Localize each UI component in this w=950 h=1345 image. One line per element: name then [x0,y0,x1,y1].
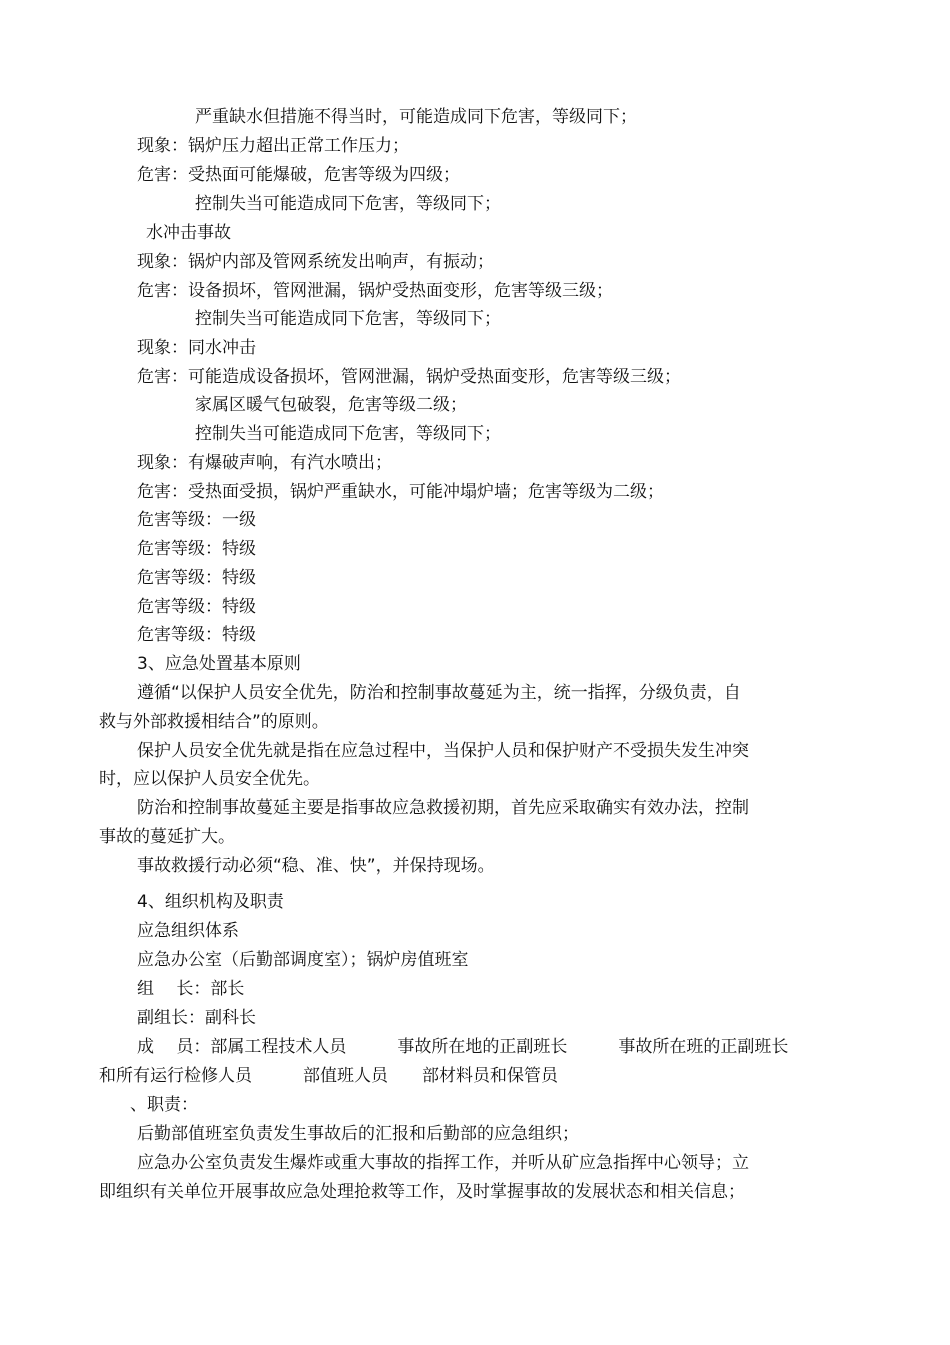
text-line: 危害：受热面受损，锅炉严重缺水，可能冲塌炉墙；危害等级为二级； [137,482,664,502]
text-line: 时，应以保护人员安全优先。 [99,769,320,789]
text-line: 和所有运行检修人员 部值班人员 部材料员和保管员 [99,1066,558,1086]
text-line: 危害等级：特级 [137,539,256,559]
text-line: 防治和控制事故蔓延主要是指事故应急救援初期，首先应采取确实有效办法，控制 [137,798,749,818]
section-heading: 3、应急处置基本原则 [137,654,301,674]
text-line: 副组长：副科长 [137,1008,256,1028]
text-line: 事故的蔓延扩大。 [99,827,235,847]
text-line: 现象：同水冲击 [137,338,256,358]
text-line: 成 员：部属工程技术人员 事故所在地的正副班长 事故所在班的正副班长 [137,1037,789,1057]
text-line: 后勤部值班室负责发生事故后的汇报和后勤部的应急组织； [137,1124,579,1144]
text-line: 危害：受热面可能爆破，危害等级为四级； [137,165,460,185]
text-line: 事故救援行动必须“稳、准、快”，并保持现场。 [137,856,495,876]
text-line: 救与外部救援相结合”的原则。 [99,712,329,732]
text-line: 现象：有爆破声响，有汽水喷出； [137,453,392,473]
text-line: 控制失当可能造成同下危害，等级同下； [195,424,501,444]
text-line: 危害等级：特级 [137,625,256,645]
text-line: 控制失当可能造成同下危害，等级同下； [195,309,501,329]
text-line: 保护人员安全优先就是指在应急过程中，当保护人员和保护财产不受损失发生冲突 [137,741,749,761]
text-line: 遵循“以保护人员安全优先，防治和控制事故蔓延为主，统一指挥，分级负责，自 [137,683,741,703]
text-line: 危害：可能造成设备损坏，管网泄漏，锅炉受热面变形，危害等级三级； [137,367,681,387]
section-heading: 水冲击事故 [146,223,231,243]
text-line: 应急办公室负责发生爆炸或重大事故的指挥工作，并听从矿应急指挥中心领导；立 [137,1153,749,1173]
text-line: 危害等级：特级 [137,568,256,588]
text-line: 现象：锅炉压力超出正常工作压力； [137,136,409,156]
text-line: 应急组织体系 [137,921,239,941]
text-line: 危害等级：特级 [137,597,256,617]
text-line: 组 长：部长 [137,979,245,999]
text-line: 现象：锅炉内部及管网系统发出响声，有振动； [137,252,494,272]
text-line: 严重缺水但措施不得当时，可能造成同下危害，等级同下； [195,107,637,127]
text-line: 应急办公室（后勤部调度室）；锅炉房值班室 [137,950,469,970]
section-heading: 4、组织机构及职责 [137,892,284,912]
text-line: 控制失当可能造成同下危害，等级同下； [195,194,501,214]
text-line: 危害等级：一级 [137,510,256,530]
text-line: 危害：设备损坏，管网泄漏，锅炉受热面变形，危害等级三级； [137,281,613,301]
text-line: 家属区暖气包破裂，危害等级二级； [195,395,467,415]
text-line: 即组织有关单位开展事故应急处理抢救等工作，及时掌握事故的发展状态和相关信息； [99,1182,745,1202]
text-line: 、职责： [130,1095,198,1115]
